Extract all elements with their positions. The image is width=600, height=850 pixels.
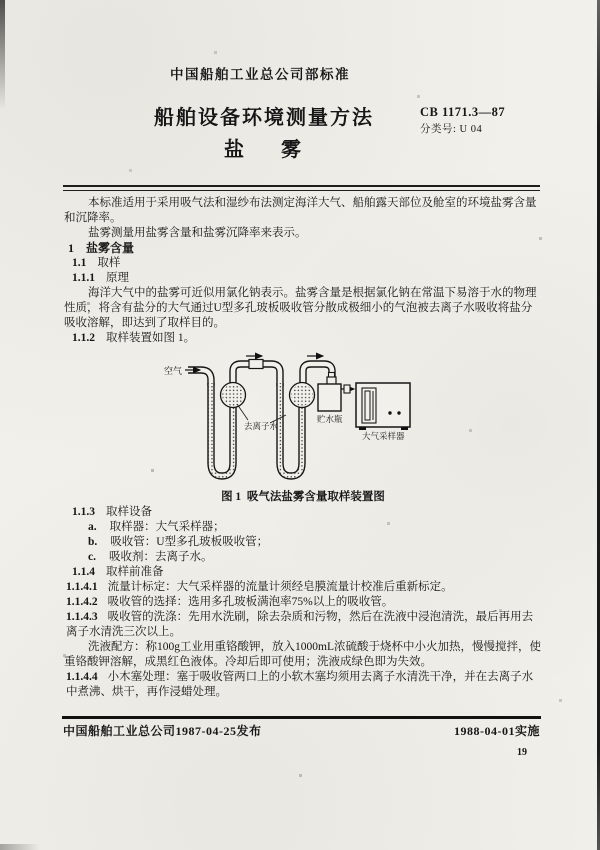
item-text: 吸收管：U型多孔玻板吸收管； (110, 536, 269, 548)
absorber-bulb-1-liquid (222, 384, 244, 406)
footer-rule (62, 716, 541, 719)
page-number: 19 (517, 747, 527, 758)
clause-1-1-4-3 (64, 610, 542, 640)
standard-number: CB 1171.3—87 (420, 105, 506, 119)
clause-1-1-4-2 (64, 595, 542, 610)
section-number: 1 (68, 241, 74, 255)
u-tube-absorber-2 (280, 383, 315, 477)
clause-1-1-2 (64, 331, 542, 346)
scan-edge-artifact (0, 0, 5, 110)
clause-title: 取样前准备 (106, 566, 164, 578)
scan-edge-artifact (0, 844, 40, 850)
clause-title: 原理 (106, 272, 129, 284)
document-subtitle (224, 133, 301, 162)
sampler-knob (397, 411, 400, 414)
effective-date-text: 1988-04-01实施 (454, 724, 540, 738)
document-title: 船舶设备环境测量方法 (154, 107, 374, 129)
subtitle-right-char: 雾 (281, 139, 301, 161)
clause-1-1-3 (64, 505, 542, 520)
u-tube-absorber-1 (211, 383, 246, 477)
clause-text: 吸收管的选择：选用多孔玻板满泡率75%以上的吸收管。 (107, 596, 394, 608)
equipment-item-b (64, 535, 542, 550)
scope-paragraph-2: 盐雾测量用盐雾含量和盐雾沉降率来表示。 (88, 227, 307, 239)
clause-number: 1.1.4.4 (66, 671, 98, 683)
clause-text: 小木塞处理：塞于吸收管两口上的小软木塞均须用去离子水清洗干净，并在去离子水中煮沸、烘干，再作浸蜡处理。 (66, 671, 534, 698)
tube-joint (249, 360, 263, 369)
footer (63, 722, 540, 739)
sampler-knob (388, 411, 391, 414)
air-sampler-box (356, 383, 410, 430)
scope-paragraph-1: 本标准适用于采用吸气法和湿纱布法测定海洋大气、船舶露天部位及舱室的环境盐雾含量和沉降率。 (64, 197, 537, 224)
clause-number: 1.1.4 (72, 566, 95, 578)
air-inlet-label: 空气 (164, 366, 183, 376)
classification-number: 分类号: U 04 (420, 124, 483, 135)
clause-title: 取样 (97, 257, 121, 269)
clause-1-1 (64, 256, 542, 271)
wash-solution-recipe: 洗液配方：称100g工业用重铬酸钾，放入1000mL浓硫酸于烧杯中小火加热，慢慢搅拌，使重铬酸钾溶解，成黑红色液体。冷却后即可使用；洗液成绿色即为失效。 (64, 641, 541, 668)
bottle-to-sampler-connector (341, 385, 354, 393)
sampling-apparatus-figure (64, 348, 542, 490)
item-text: 吸收剂：去离子水。 (108, 551, 213, 563)
item-id: b. (88, 536, 98, 548)
equipment-item-c (64, 550, 542, 565)
clause-title: 取样设备 (106, 506, 152, 518)
wash-bottle-label: 贮水瓶 (317, 414, 343, 424)
label-leader-line (237, 404, 248, 420)
issuing-organization-label: 中国船舶工业总公司部标准 (170, 67, 350, 82)
clause-number: 1.1 (72, 257, 87, 269)
deionized-water-label: 去离子水 (244, 421, 279, 431)
clause-number: 1.1.1 (72, 272, 95, 284)
clause-title: 取样装置如图 1。 (106, 332, 196, 344)
clause-number: 1.1.4.3 (66, 611, 98, 623)
document-body (64, 196, 542, 700)
header-rule-thin (63, 190, 540, 191)
section-title: 盐雾含量 (86, 241, 135, 255)
clause-number: 1.1.4.1 (66, 581, 98, 593)
clause-number: 1.1.2 (72, 332, 95, 344)
figure-1-caption: 图 1 吸气法盐雾含量取样装置图 (221, 491, 385, 503)
figure-1-container (64, 348, 542, 490)
clause-1-1-4-4 (64, 670, 542, 700)
issue-date-text: 中国船舶工业总公司1987-04-25发布 (63, 724, 262, 738)
item-id: a. (88, 521, 97, 533)
wash-bottle (318, 373, 341, 412)
item-id: c. (88, 551, 96, 563)
principle-paragraph: 海洋大气中的盐雾可近似用氯化钠表示。盐雾含量是根据氯化钠在常温下易溶于水的物理性质，将含有盐分的大气通过U型多孔玻板吸收管分散成极细小的气泡被去离子水吸收将盐分吸收溶解，即达到了取样目的。 (64, 287, 537, 329)
section-1-heading (64, 241, 542, 256)
clause-text: 流量计标定：大气采样器的流量计须经皂膜流量计校准后重新标定。 (107, 581, 453, 593)
clause-number: 1.1.4.2 (66, 596, 98, 608)
equipment-item-a (64, 520, 542, 535)
clause-number: 1.1.3 (72, 506, 95, 518)
clause-text: 吸收管的洗涤：先用水洗刷，除去杂质和污物，然后在洗液中浸泡清洗，最后再用去离子水清洗三次以上。 (66, 611, 534, 638)
subtitle-left-char: 盐 (224, 139, 244, 161)
clause-1-1-4 (64, 565, 542, 580)
clause-1-1-1 (64, 271, 542, 286)
air-sampler-label: 大气采样器 (362, 431, 405, 441)
header-rule-thick (63, 185, 540, 187)
absorber-bulb-2-liquid (291, 384, 313, 406)
clause-1-1-4-1 (64, 580, 542, 595)
scan-noise-speckles (0, 0, 1, 1)
item-text: 取样器：大气采样器； (109, 521, 225, 533)
